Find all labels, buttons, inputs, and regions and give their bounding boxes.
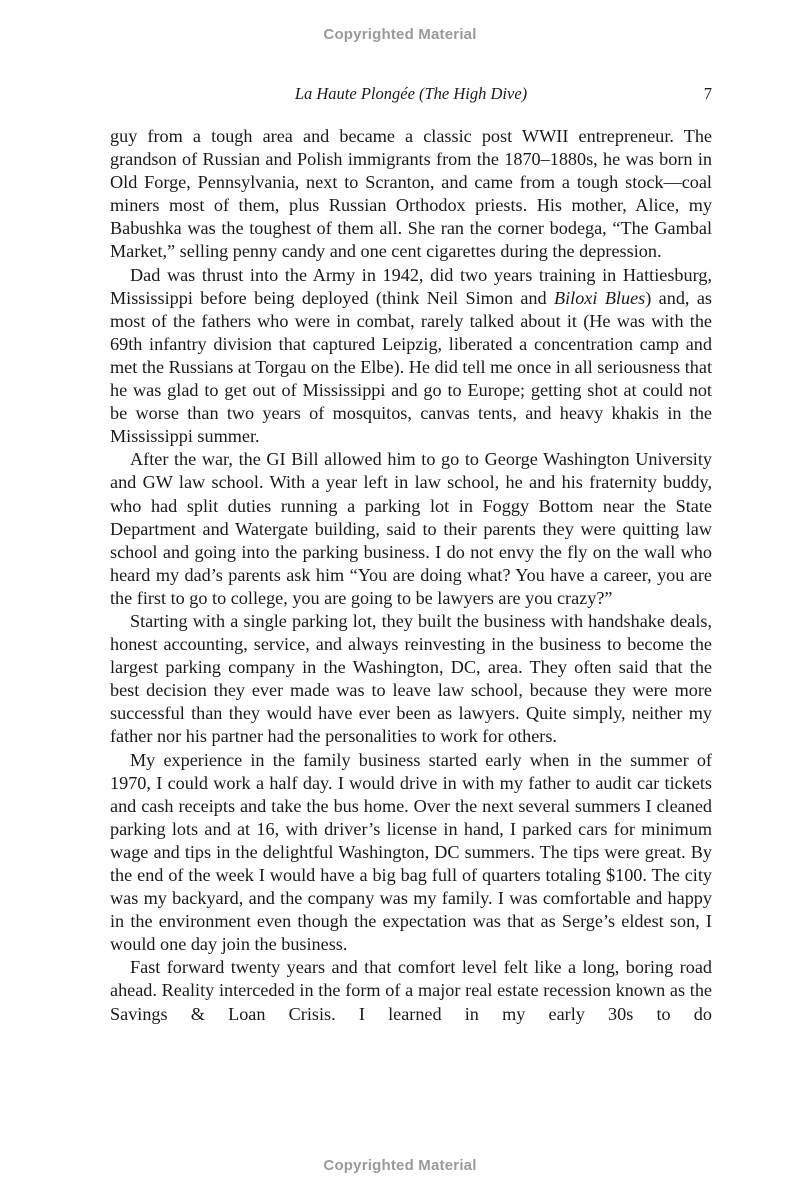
copyright-watermark-top: Copyrighted Material (323, 26, 477, 43)
paragraph-2 (110, 264, 712, 449)
paragraph-6: Fast forward twenty years and that comfort level felt like a long, boring road ahead. Reality interceded in the form of a major real estate recession known as the Savings & Loan Crisis. I learned in my early 30s to do (110, 957, 712, 1024)
copyright-watermark-bottom: Copyrighted Material (323, 1157, 477, 1174)
running-header (110, 84, 712, 106)
page-number: 7 (703, 84, 712, 103)
running-title: La Haute Plongée (The High Dive) (294, 84, 528, 103)
body-text (110, 125, 712, 1026)
paragraph-4: Starting with a single parking lot, they built the business with handshake deals, honest accounting, service, and always reinvesting in the business to become the largest parking company in the Washington, DC, area. They often said that the best decision they ever made was to leave law school, because they were more successful than they would have ever been as lawyers. Quite simply, neither my father nor his partner had the personalities to work for others. (110, 610, 712, 747)
book-title-italic: Biloxi Blues (554, 287, 646, 308)
paragraph-1: guy from a tough area and became a classic post WWII entrepreneur. The grandson of Russian and Polish immigrants from the 1870–1880s, he was born in Old Forge, Pennsylvania, next to Scranton, and came from a tough stock—coal miners most of them, plus Russian Orthodox priests. His mother, Alice, my Babushka was the toughest of them all. She ran the corner bodega, “The Gambal Market,” selling penny candy and one cent cigarettes during the depression. (110, 126, 712, 262)
paragraph-2-text-after: ) and, as most of the fathers who were in combat, rarely talked about it (He was with the 69th infantry division that captured Leipzig, liberated a concentration camp and met the Russians at Torgau on the Elbe). He did tell me once in all seriousness that he was glad to get out of Mississippi and go to Europe; getting shot at could not be worse than two years of mosquitos, canvas tents, and heavy khakis in the Mississippi summer. (110, 287, 713, 447)
paragraph-5: My experience in the family business started early when in the summer of 1970, I could work a half day. I would drive in with my father to audit car tickets and cash receipts and take the bus home. Over the next several summers I cleaned parking lots and at 16, with driver’s license in hand, I parked cars for minimum wage and tips in the delightful Washington, DC summers. The tips were great. By the end of the week I would have a big bag full of quarters totaling $100. The city was my backyard, and the company was my family. I was comfortable and happy in the environment even though the expectation was that as Serge’s eldest son, I would one day join the business. (110, 749, 712, 955)
paragraph-3: After the war, the GI Bill allowed him to go to George Washington University and GW law school. With a year left in law school, he and his fraternity buddy, who had split duties running a parking lot in Foggy Bottom near the State Department and Watergate building, said to their parents they were quitting law school and going into the parking business. I do not envy the fly on the wall who heard my dad’s parents ask him “You are doing what? You have a career, you are the first to go to college, you are going to be lawyers are you crazy?” (110, 449, 712, 608)
paragraph-2-text-before: Dad was thrust into the Army in 1942, did two years training in Hattiesburg, Mississippi before being deployed (think Neil Simon and (110, 264, 712, 308)
